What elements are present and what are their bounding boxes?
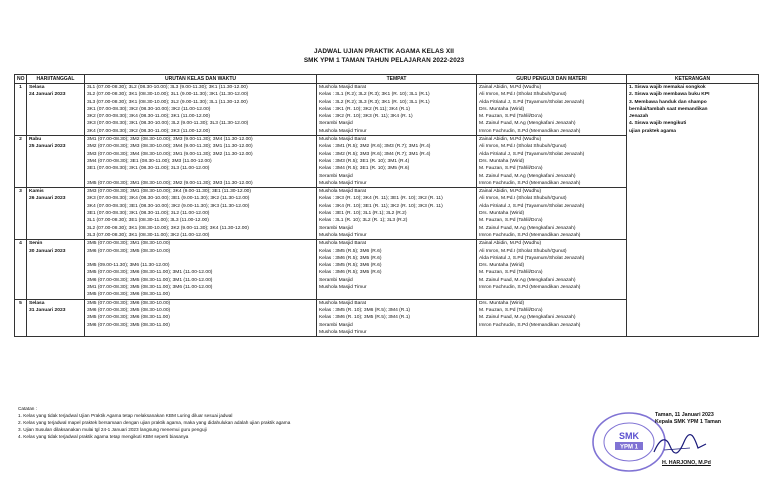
day-name: Senin (29, 241, 43, 247)
teacher-entry: Zainal Abidin, M.Pd (Wudhu) (479, 189, 542, 195)
column-header-urutan: URUTAN KELAS DAN WAKTU (85, 75, 317, 84)
table-header-row (15, 75, 759, 84)
teacher-entry: M. Zainul Fuad, M.Ag (Mengkafani Jenazah) (479, 121, 576, 127)
class-time-entry: 3M5 (07.00-08.30); 3M6 (08.30-10.00) (87, 300, 171, 306)
row-number: 5 (19, 300, 22, 306)
date-text: 31 Januari 2023 (29, 307, 66, 313)
teacher-entry: Imron Fachrudin, S.Pd (Memandikan Jenazah) (479, 128, 581, 134)
teacher-entry: Imron Fachrudin, S.Pd (Memandikan Jenazah) (479, 285, 581, 291)
cell-hari (27, 136, 85, 188)
class-time-entry: 3M6 (07.00-08.30); 3M5 (08.30-10.00) (87, 307, 171, 313)
class-time-entry: 3M5 (07.00-08.30); 3M1 (08.30-10.00); 3M2 (9.00-11.30); 3M3 (11.30-12.00) (87, 180, 253, 186)
location-entry: Mushola Masjid Timur (319, 128, 367, 134)
location-entry: Mushola Masjid Barat (319, 300, 367, 306)
cell-urutan (85, 299, 317, 337)
teacher-entry: Drs. Muntaha (Wirid) (479, 106, 525, 112)
teacher-entry: Ali Imron, M.Pd.I (Sholat Shubuh/Qunut) (479, 248, 567, 254)
row-number: 1 (19, 85, 22, 90)
location-entry: Mushola Masjid Timur (319, 180, 367, 186)
teacher-entry: M. Fauzan, S.Pd (Tahlil/Do'a) (479, 270, 543, 276)
location-entry: Kelas : 3K3 (R. 10); 3K4 (R. 11); 3E1 (R. 10); 3K2 (R. 11) (319, 196, 443, 202)
row-number: 3 (19, 189, 22, 195)
class-time-entry: 3L1 (07.00-08.30); 3E1 (08.30-11.00); 3L3 (11.00-12.00) (87, 218, 209, 224)
cell-hari (27, 84, 85, 136)
cell-tempat (317, 240, 477, 299)
teacher-entry: Drs. Muntaha (Wirid) (479, 158, 525, 164)
document-title: JADWAL UJIAN PRAKTIK AGAMA KELAS XII (313, 48, 455, 55)
schedule-body (15, 84, 759, 337)
teacher-entry: Zainal Abidin, M.Pd (Wudhu) (479, 241, 542, 247)
location-entry: Kelas : 3E1 (R. 10); 3L1 (R.1); 3L2 (R.2) (319, 211, 407, 217)
note-item: 1. Kelas yang tidak terjadwal Ujian Praktik Agama tetap melaksanakan KBM Luring diluar sesuai jadwal (18, 413, 233, 418)
teacher-entry: Alda Fitriatul J, S.Pd (Tayamum/Sholat Jenazah) (479, 255, 585, 261)
remark-entry: 1. Siswa wajib memakai songkok (629, 85, 706, 90)
class-time-entry: 3M5 (09.00-11.30); 3M6 (11.30-12.00) (87, 263, 170, 269)
remark-entry: Jenazah (629, 114, 649, 120)
location-entry: Kelas : 3M6 (R. 10); 3M5 (R.5); 3M4 (R.1) (319, 315, 411, 321)
class-time-entry: 3K1 (07.00-08.30); 3K2 (08.30-10.00); 3K2 (11.00-12.00) (87, 106, 211, 112)
teacher-entry: Imron Fachrudin, S.Pd (Memandikan Jenazah) (479, 322, 581, 328)
cell-no (15, 299, 27, 337)
column-header-tempat: TEMPAT (317, 75, 477, 84)
cell-no (15, 136, 27, 188)
class-time-entry: 3L2 (07.00-08.30); 3K1 (08.30-10.00); 3K2 (9.00-11.30); 3K4 (11.30-12.00) (87, 225, 249, 231)
cell-no (15, 240, 27, 299)
cell-hari (27, 188, 85, 240)
row-number: 2 (19, 137, 22, 143)
class-time-entry (87, 173, 314, 180)
cell-keterangan (627, 84, 759, 337)
class-time-entry: 3M2 (07.00-08.30); 3M3 (08.30-10.00); 3M4 (9.00-11.30); 3M1 (11.30-12.00) (87, 144, 253, 150)
teacher-entry: M. Fauzan, S.Pd (Tahlil/Do'a) (479, 114, 543, 120)
cell-guru (477, 240, 627, 299)
note-item: 3. Ujian Susulan dilaksanakan mulai tgl 24-1 Januari 2023 langsung menemui guru penguji (18, 427, 207, 432)
location-entry: Kelas : 3L1 (R. 10); 3L2 (R. 1); 3L3 (R.2) (319, 218, 408, 224)
location-entry: Mushola Masjid Timur (319, 329, 367, 335)
remark-entry: 3. Membawa handuk dan shampo (629, 99, 707, 105)
note-item: 4. Kelas yang tidak terjadwal praktik agama tetap mengikuti KBM seperti biasanya (18, 434, 189, 439)
note-item: 2. Kelas yang terjadwal mapel praktek bersamaan dengan ujian praktik agama, maka yang didahulukan adalah ujian praktik agama (18, 420, 291, 425)
cell-urutan (85, 240, 317, 299)
cell-tempat (317, 84, 477, 136)
teacher-entry: Alda Fitriatul J, S.Pd (Tayamum/Sholat Jenazah) (479, 203, 585, 209)
location-entry: Kelas : 3M5 (R. 10); 3M6 (R.5); 3M4 (R.1) (319, 307, 411, 313)
cell-guru (477, 299, 627, 337)
teacher-entry: M. Fauzan, S.Pd (Tahlil/Do'a) (479, 218, 543, 224)
location-entry: Serambi Masjid (319, 225, 353, 231)
location-entry: Kelas : 3M4 (R.5); 3E1 (R. 10); 3M5 (R.6) (319, 166, 410, 172)
class-time-entry: 3M5 (07.00-08.30); 3M6 (08.30-11.00); 3M1 (11.00-12.00) (87, 270, 213, 276)
location-entry: Kelas : 3M5 (R.5); 3M6 (R.6) (319, 248, 382, 254)
class-time-entry: 3L3 (07.00-08.30); 3K1 (08.30-10.00); 3L2 (9.00-11.30); 3L1 (11.30-12.00) (87, 99, 248, 105)
teacher-entry: Drs. Muntaha (Wirid) (479, 211, 525, 217)
class-time-entry: 3M3 (07.00-08.30); 3M1 (08.30-10.00); 3K4 (9.00-11.30); 3E1 (11.30-12.00) (87, 189, 252, 195)
location-entry: Mushola Masjid Barat (319, 85, 367, 90)
notes-section (18, 405, 290, 440)
class-time-entry: 3K3 (07.00-08.30); 3K1 (08.30-10.00); 3L2 (9.00-11.30); 3L3 (11.30-12.00) (87, 121, 249, 127)
location-entry: Mushola Masjid Timur (319, 285, 367, 291)
class-time-entry: 3M6 (07.00-08.30); 3M5 (08.30-11.00) (87, 322, 170, 328)
location-entry: Kelas : 3M3 (R.5); 3E1 (R. 10); 3M1 (R.4) (319, 158, 410, 164)
cell-urutan (85, 188, 317, 240)
location-entry: Kelas : 3L2 (R.2); 3L3 (R.3); 3K1 (R. 10); 3L1 (R.1) (319, 99, 430, 105)
class-time-entry: 3M5 (07.00-08.30); 3M1 (08.30-10.00) (87, 241, 171, 247)
teacher-entry: Ali Imron, M.Pd.I (Sholat Shubuh/Qunut) (479, 196, 567, 202)
class-time-entry: 3M4 (07.00-08.30); 3E1 (08.30-11.00); 3M3 (11.00-12.00) (87, 158, 212, 164)
class-time-entry: 3L1 (07.00-08.30); 3L2 (08.30-10.00); 3L3 (9.00-11.30); 3K1 (11.30-12.00) (87, 85, 248, 90)
class-time-entry: 3L2 (07.00-08.30); 3K1 (08.30-10.00); 3L1 (9.00-11.30); 3K1 (11.30-12.00) (87, 92, 249, 98)
teacher-entry: M. Zainul Fuad, M.Ag (Mengkafani Jenazah) (479, 315, 576, 321)
day-name: Selasa (29, 85, 45, 90)
location-entry: Kelas : 3K4 (R. 10); 3E1 (R. 11); 3K2 (R. 10); 3K3 (R. 11) (319, 203, 443, 209)
column-header-guru: GURU PENGUJI DAN MATERI (477, 75, 627, 84)
remark-entry: bernilai/tambah saat memandikan (629, 106, 708, 112)
signature-name: H. HARJONO, M.Pd (662, 460, 711, 466)
cell-tempat (317, 299, 477, 337)
cell-urutan (85, 84, 317, 136)
column-header-keterangan: KETERANGAN (627, 75, 759, 84)
teacher-entry: Drs. Muntaha (Wirid) (479, 300, 525, 306)
day-name: Selasa (29, 300, 45, 306)
handwritten-signature (650, 432, 710, 460)
class-time-entry: 3E1 (07.00-08.30); 3K1 (08.30-11.00); 3L2 (11.00-12.00) (87, 211, 210, 217)
teacher-entry: M. Zainul Fuad, M.Ag (Mengkafani Jenazah) (479, 277, 576, 283)
class-time-entry: 3M6 (07.00-08.30); 3M5 (08.30-11.00); 3M1 (11.00-12.00) (87, 277, 213, 283)
teacher-entry: M. Fauzan, S.Pd (Tahlil/Do'a) (479, 166, 543, 172)
cell-guru (477, 188, 627, 240)
document-subtitle: SMK YPM 1 TAMAN TAHUN PELAJARAN 2022-2023 (303, 57, 465, 64)
day-name: Kamis (29, 189, 44, 195)
location-entry: Kelas : 3M6 (R.5); 3M5 (R.6) (319, 255, 382, 261)
cell-guru (477, 84, 627, 136)
signature-block (655, 412, 721, 427)
location-entry: Serambi Masjid (319, 121, 353, 127)
table-row (15, 84, 759, 136)
date-text: 25 Januari 2023 (29, 144, 66, 150)
row-number: 4 (19, 241, 22, 247)
teacher-entry: Alda Fitriatul J, S.Pd (Tayamum/Sholat Jenazah) (479, 99, 585, 105)
stamp-subtext: YPM 1 (619, 444, 639, 451)
cell-hari (27, 240, 85, 299)
class-time-entry: 3M1 (07.00-08.30); 3M2 (08.30-10.00); 3M3 (9.00-11.30); 3M4 (11.30-12.00) (87, 137, 253, 143)
date-text: 26 Januari 2023 (29, 196, 66, 202)
schedule-table (14, 74, 759, 337)
class-time-entry: 3L3 (07.00-08.30); 3K1 (08.30-11.00); 3K2 (11.00-12.00) (87, 232, 210, 238)
location-entry: Kelas : 3L1 (R.2); 3L2 (R.3); 3K1 (R. 10); 3L1 (R.1) (319, 92, 430, 98)
class-time-entry (87, 255, 314, 262)
class-time-entry: 3E1 (07.00-08.30); 3K1 (08.30-11.00); 3L3 (11.00-12.00) (87, 166, 210, 172)
location-entry: Mushola Masjid Timur (319, 232, 367, 238)
signature-place-date: Taman, 11 Januari 2023 (655, 412, 714, 418)
teacher-entry: M. Zainul Fuad, M.Ag (Mengkafani Jenazah) (479, 173, 576, 179)
day-name: Rabu (29, 137, 42, 143)
date-text: 30 Januari 2023 (29, 248, 66, 254)
teacher-entry: Zainal Abidin, M.Pd (Wudhu) (479, 137, 542, 143)
location-entry: Kelas : 3M6 (R.5); 3M5 (R.6) (319, 270, 382, 276)
teacher-entry: Ali Imron, M.Pd.I (Sholat Shubuh/Qunut) (479, 92, 567, 98)
cell-no (15, 84, 27, 136)
class-time-entry: 3K4 (07.00-08.30); 3K2 (08.30-11.00); 3K3 (11.00-12.00) (87, 128, 210, 134)
location-entry: Mushola Masjid Barat (319, 189, 367, 195)
teacher-entry: Imron Fachrudin, S.Pd (Memandikan Jenazah) (479, 232, 581, 238)
location-entry: Serambi Masjid (319, 322, 353, 328)
teacher-entry: Imron Fachrudin, S.Pd (Memandikan Jenazah) (479, 180, 581, 186)
teacher-entry: M. Zainul Fuad, M.Ag (Mengkafani Jenazah) (479, 225, 576, 231)
date-text: 24 Januari 2023 (29, 92, 66, 98)
cell-no (15, 188, 27, 240)
remark-entry: 4. Siswa wajib mengikuti (629, 121, 687, 127)
class-time-entry: 3M1 (07.00-08.30); 3M5 (08.30-11.00); 3M6 (11.00-12.00) (87, 285, 213, 291)
location-entry: Serambi Masjid (319, 173, 353, 179)
location-entry: Kelas : 3K2 (R. 10); 3K3 (R. 11); 3K4 (R. 1) (319, 114, 413, 120)
class-time-entry: 3K4 (07.00-08.30); 3E1 (08.30-10.00); 3K2 (9.00-11.30); 3K3 (11.30-12.00) (87, 203, 250, 209)
teacher-entry: Drs. Muntaha (Wirid) (479, 263, 525, 269)
location-entry: Serambi Masjid (319, 277, 353, 283)
remark-entry: 2. Siswa wajib membawa buku KPI (629, 92, 710, 98)
class-time-entry: 3M5 (07.00-08.30); 3M6 (08.30-11.00) (87, 315, 170, 321)
column-header-no: NO (15, 75, 27, 84)
cell-urutan (85, 136, 317, 188)
class-time-entry: 3M3 (07.00-08.30); 3M4 (08.30-10.00); 3M1 (9.00-11.30); 3M2 (11.30-12.00) (87, 151, 253, 157)
location-entry: Kelas : 3M5 (R.5); 3M6 (R.6) (319, 263, 382, 269)
stamp-text: SMK (619, 431, 639, 441)
class-time-entry: 3M5 (07.00-08.30); 3M6 (08.30-11.00) (87, 292, 170, 298)
location-entry: Kelas : 3M1 (R.5); 3M2 (R.6); 3M3 (R.7); 3M1 (R.4) (319, 144, 431, 150)
remark-entry: ujian praktek agama (629, 128, 677, 134)
teacher-entry: Ali Imron, M.Pd.I (Sholat Shubuh/Qunut) (479, 144, 567, 150)
cell-guru (477, 136, 627, 188)
column-header-hari: HARI/TANGGAL (27, 75, 85, 84)
teacher-entry: M. Fauzan, S.Pd (Tahlil/Do'a) (479, 307, 543, 313)
location-entry: Mushola Masjid Barat (319, 241, 367, 247)
class-time-entry: 3M6 (07.00-08.30); 3M5 (08.30-10.00) (87, 248, 171, 254)
class-time-entry: 3K3 (07.00-08.30); 3K4 (08.30-10.00); 3E1 (9.00-11.30); 3K2 (11.30-12.00) (87, 196, 250, 202)
cell-hari (27, 299, 85, 337)
notes-label: Catatan : (18, 406, 38, 411)
location-entry: Kelas : 3M2 (R.5); 3M3 (R.6); 3M4 (R.7); 3M1 (R.4) (319, 151, 431, 157)
location-entry: Kelas : 3K1 (R. 10); 3K2 (R.11); 3K4 (R.1) (319, 106, 410, 112)
teacher-entry: Zainal Abidin, M.Pd (Wudhu) (479, 85, 542, 90)
cell-tempat (317, 136, 477, 188)
teacher-entry: Alda Fitriatul J, S.Pd (Tayamum/Sholat Jenazah) (479, 151, 585, 157)
location-entry: Mushola Masjid Barat (319, 137, 367, 143)
signature-role: Kepala SMK YPM 1 Taman (655, 419, 722, 426)
cell-tempat (317, 188, 477, 240)
class-time-entry: 3K2 (07.00-08.30); 3K4 (08.30-11.00); 3K1 (11.00-12.00) (87, 114, 210, 120)
